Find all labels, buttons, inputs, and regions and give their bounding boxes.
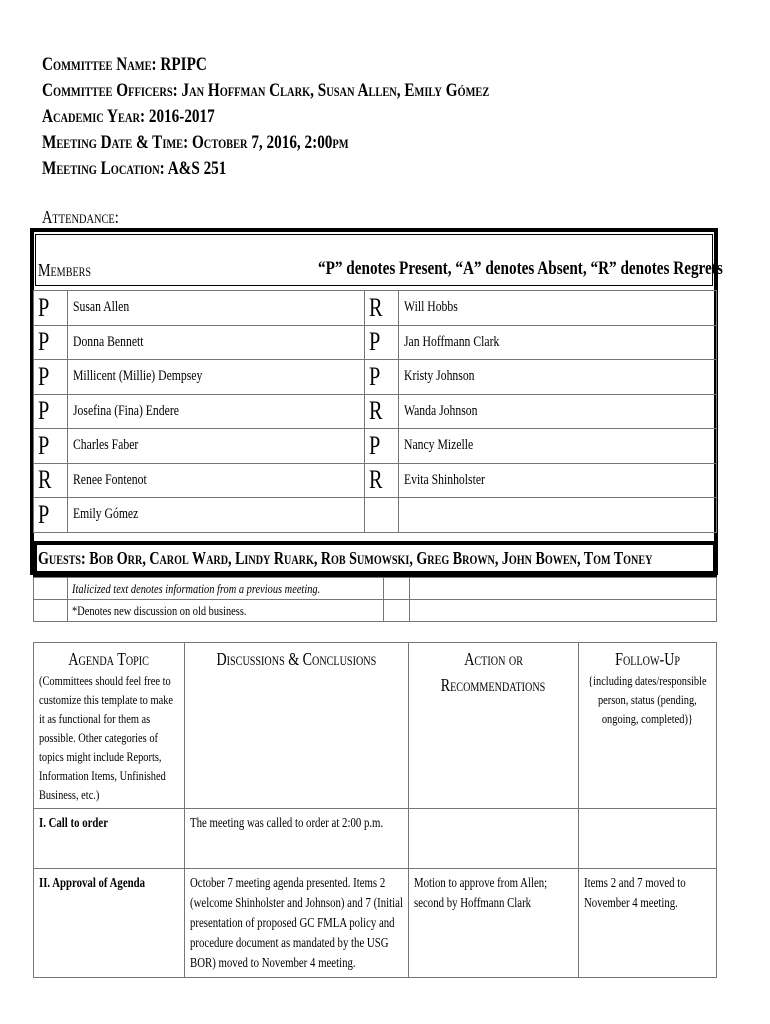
agenda-topic: II. Approval of Agenda: [34, 869, 185, 978]
attendance-legend: “P” denotes Present, “A” denotes Absent, “R” denotes Regrets: [318, 258, 723, 279]
committee-name: Committee Name: RPIPC: [42, 54, 207, 75]
agenda-topic-header: [34, 643, 185, 809]
member-name: Jan Hoffmann Clark: [399, 325, 717, 360]
attendance-code: R: [365, 463, 399, 498]
table-row: [34, 360, 717, 395]
guests-list: Guests: Bob Orr, Carol Ward, Lindy Ruark, Rob Sumowski, Greg Brown, John Bowen, Tom Toney: [38, 548, 653, 568]
member-name: Josefina (Fina) Endere: [68, 394, 365, 429]
table-row: [34, 498, 717, 533]
member-name: Emily Gómez: [68, 498, 365, 533]
followup-subtitle: {including dates/responsible person, status (pending, ongoing, completed)}: [588, 673, 707, 726]
agenda-header-row: [34, 643, 717, 809]
agenda-topic-subtitle: (Committees should feel free to customize this template to make it as functional for them as possible. Other categories of topics might include Reports, Information Items, Unfinished Business, etc.): [39, 673, 174, 802]
attendance-code: R: [34, 463, 68, 498]
attendance-label: Attendance:: [42, 207, 119, 227]
meeting-date-time: Meeting Date & Time: October 7, 2016, 2:00pm: [42, 132, 349, 153]
agenda-topic: I. Call to order: [34, 809, 185, 869]
member-name: Millicent (Millie) Dempsey: [68, 360, 365, 395]
attendance-code: P: [34, 291, 68, 326]
members-label: Members: [38, 260, 92, 280]
member-name: Nancy Mizelle: [399, 429, 717, 464]
table-row: [34, 463, 717, 498]
attendance-code: P: [34, 325, 68, 360]
attendance-code: P: [34, 360, 68, 395]
committee-officers: Committee Officers: Jan Hoffman Clark, Susan Allen, Emily Gómez: [42, 80, 490, 101]
attendance-code: R: [365, 394, 399, 429]
discussions-header: Discussions & Conclusions: [185, 643, 409, 809]
member-name: [399, 498, 717, 533]
member-name: Charles Faber: [68, 429, 365, 464]
member-name: Wanda Johnson: [399, 394, 717, 429]
notes-table: [33, 577, 717, 622]
attendance-code: R: [365, 291, 399, 326]
table-row: [34, 325, 717, 360]
table-row: [34, 809, 717, 869]
agenda-topic-title: Agenda Topic: [68, 649, 150, 669]
table-row: [34, 869, 717, 978]
member-name: Donna Bennett: [68, 325, 365, 360]
meeting-location: Meeting Location: A&S 251: [42, 158, 227, 179]
followup-header: Follow-Up {including dates/responsible person, status (pending, ongoing, completed)}: [579, 643, 717, 809]
agenda-followup: Items 2 and 7 moved to November 4 meeting.: [579, 869, 717, 978]
member-name: Will Hobbs: [399, 291, 717, 326]
note-new: *Denotes new discussion on old business.: [68, 600, 384, 622]
table-row: [34, 429, 717, 464]
agenda-discussion: October 7 meeting agenda presented. Items 2 (welcome Shinholster and Johnson) and 7 (Initial presentation of proposed GC FMLA policy and procedure document as mandated by the USG BOR) moved to November 4 meeting.: [185, 869, 409, 978]
agenda-action: [409, 809, 579, 869]
attendance-code: P: [34, 498, 68, 533]
table-row: [34, 291, 717, 326]
agenda-action: Motion to approve from Allen; second by Hoffmann Clark: [409, 869, 579, 978]
attendance-code: P: [34, 394, 68, 429]
attendance-code: P: [365, 360, 399, 395]
attendance-table: [33, 290, 717, 533]
member-name: Evita Shinholster: [399, 463, 717, 498]
agenda-discussion: The meeting was called to order at 2:00 p.m.: [185, 809, 409, 869]
attendance-code: [365, 498, 399, 533]
agenda-followup: [579, 809, 717, 869]
agenda-table: [33, 642, 717, 978]
attendance-code: P: [34, 429, 68, 464]
member-name: Susan Allen: [68, 291, 365, 326]
note-italic: Italicized text denotes information from a previous meeting.: [68, 578, 384, 600]
attendance-code: P: [365, 325, 399, 360]
member-name: Renee Fontenot: [68, 463, 365, 498]
academic-year: Academic Year: 2016-2017: [42, 106, 215, 127]
member-name: Kristy Johnson: [399, 360, 717, 395]
action-header: Action or Recommendations: [409, 643, 579, 809]
attendance-code: P: [365, 429, 399, 464]
table-row: [34, 578, 717, 600]
table-row: [34, 600, 717, 622]
table-row: [34, 394, 717, 429]
